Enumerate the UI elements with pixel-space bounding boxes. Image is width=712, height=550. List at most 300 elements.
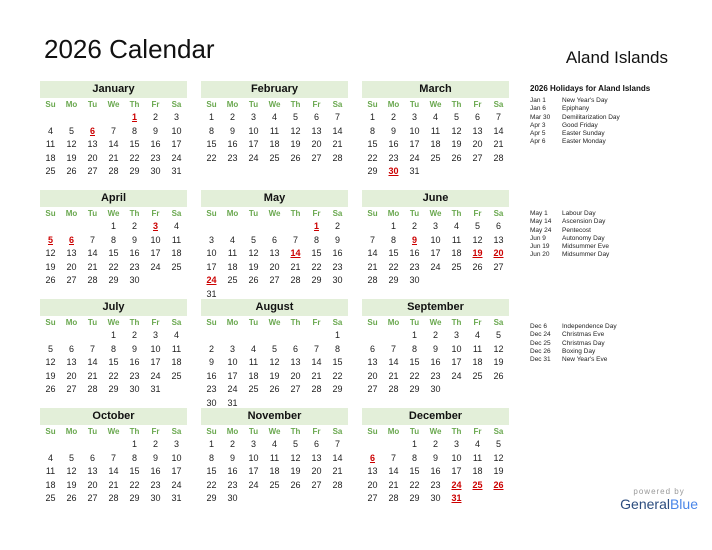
month-may: [201, 190, 348, 301]
day-cell: 22: [129, 152, 140, 163]
day-cell: 12: [45, 248, 56, 258]
day-cell: 3: [432, 221, 438, 231]
day-cell: 20: [290, 370, 301, 381]
day-cell: 3: [250, 112, 256, 122]
day-cell: 10: [430, 234, 441, 245]
day-cell: 9: [152, 452, 158, 463]
month-march: [362, 81, 509, 179]
day-cell: 22: [409, 479, 420, 490]
day-cell: 8: [110, 343, 116, 354]
holiday-name: New Year's Day: [562, 97, 608, 104]
day-cell: 31: [409, 166, 420, 176]
day-cell: 7: [369, 234, 375, 245]
empty-cell: [285, 329, 306, 343]
day-cell: 13: [87, 139, 98, 149]
weekday-label: Sa: [493, 318, 504, 327]
day-cell: 21: [388, 370, 399, 381]
day-cell: 7: [390, 343, 396, 354]
weekday-label: Sa: [332, 100, 343, 109]
day-cell: 29: [129, 166, 140, 176]
day-cell: 3: [173, 439, 179, 449]
weekday-label: Fr: [312, 427, 321, 436]
weekday-label: Su: [367, 100, 378, 109]
holiday-day-cell: 25: [472, 479, 483, 490]
weekday-label: We: [107, 318, 120, 327]
day-cell: 17: [430, 248, 441, 258]
day-cell: 2: [229, 439, 235, 449]
weekday-label: Fr: [151, 100, 160, 109]
day-cell: 19: [269, 370, 280, 381]
day-cell: 20: [367, 370, 378, 381]
holiday-row: [530, 97, 700, 105]
day-cell: 11: [451, 234, 462, 245]
day-cell: 4: [173, 221, 179, 231]
holiday-day-cell: 3: [152, 221, 158, 231]
day-cell: 24: [171, 479, 182, 490]
holiday-day-cell: 14: [290, 248, 301, 258]
day-cell: 27: [367, 493, 378, 503]
day-cell: 11: [472, 343, 483, 354]
day-cell: 18: [45, 152, 56, 163]
day-cell: 8: [411, 452, 417, 463]
day-cell: 18: [269, 466, 280, 476]
day-cell: 12: [493, 452, 504, 463]
weekday-label: Th: [129, 318, 140, 327]
day-cell: 26: [66, 493, 77, 503]
weekday-label: Mo: [226, 318, 239, 327]
day-cell: 12: [290, 452, 301, 463]
empty-cell: [383, 438, 404, 452]
month-grid: [201, 207, 348, 301]
empty-cell: [362, 329, 383, 343]
month-grid: [40, 316, 187, 397]
day-cell: 26: [45, 384, 56, 394]
holiday-name: Epiphany: [562, 105, 590, 113]
holiday-date: Jan 1: [530, 97, 546, 104]
weekday-label: Fr: [312, 318, 321, 327]
day-cell: 18: [472, 466, 483, 476]
day-cell: 15: [409, 466, 420, 476]
day-cell: 18: [472, 357, 483, 367]
day-cell: 29: [311, 275, 322, 285]
day-cell: 4: [453, 221, 459, 231]
day-cell: 17: [248, 139, 259, 149]
day-cell: 19: [451, 139, 462, 149]
day-cell: 22: [367, 152, 378, 163]
day-cell: 7: [334, 112, 340, 122]
day-cell: 22: [206, 152, 217, 163]
day-cell: 5: [250, 234, 256, 245]
empty-cell: [40, 329, 61, 343]
month-august: [201, 299, 348, 410]
day-cell: 14: [367, 248, 378, 258]
day-cell: 1: [390, 221, 396, 231]
day-cell: 24: [409, 152, 420, 163]
month-grid: [201, 316, 348, 410]
weekday-label: Su: [45, 427, 56, 436]
day-cell: 8: [131, 125, 137, 136]
holiday-name: Easter Sunday: [562, 130, 605, 138]
day-cell: 15: [367, 139, 378, 149]
day-cell: 25: [171, 370, 182, 381]
day-cell: 7: [390, 452, 396, 463]
holiday-date: Mar 30: [530, 113, 551, 121]
empty-cell: [82, 329, 103, 343]
day-cell: 4: [474, 330, 480, 340]
day-cell: 19: [45, 261, 56, 272]
day-cell: 5: [292, 112, 298, 122]
holiday-group: [530, 84, 700, 147]
weekday-label: Sa: [332, 318, 343, 327]
day-cell: 1: [131, 439, 137, 449]
day-cell: 16: [227, 139, 238, 149]
day-cell: 14: [108, 466, 119, 476]
month-april: [40, 190, 187, 288]
weekday-label: Sa: [171, 427, 182, 436]
holiday-day-cell: 31: [451, 493, 462, 503]
day-cell: 28: [332, 152, 343, 163]
month-september: [362, 299, 509, 397]
day-cell: 13: [269, 248, 280, 258]
day-cell: 17: [409, 139, 420, 149]
holiday-date: Jun 19: [530, 243, 550, 251]
weekday-label: Tu: [87, 209, 98, 218]
holiday-name: Christmas Eve: [562, 331, 605, 339]
day-cell: 16: [129, 248, 140, 258]
day-cell: 20: [269, 261, 280, 272]
holiday-name: New Year's Eve: [562, 356, 608, 364]
day-cell: 23: [206, 384, 217, 394]
day-cell: 10: [409, 125, 420, 136]
day-cell: 20: [87, 479, 98, 490]
weekday-label: We: [429, 100, 442, 109]
weekday-label: Th: [451, 318, 462, 327]
empty-cell: [306, 329, 327, 343]
day-cell: 10: [227, 357, 238, 367]
day-cell: 27: [472, 152, 483, 163]
month-october: [40, 408, 187, 506]
day-cell: 16: [430, 357, 441, 367]
day-cell: 6: [68, 343, 74, 354]
holiday-name: Boxing Day: [562, 347, 596, 355]
weekday-label: Sa: [171, 100, 182, 109]
day-cell: 6: [369, 343, 375, 354]
day-cell: 5: [474, 221, 480, 231]
day-cell: 12: [66, 466, 77, 476]
day-cell: 7: [89, 234, 95, 245]
day-cell: 30: [150, 493, 161, 503]
day-cell: 29: [332, 384, 343, 394]
day-cell: 1: [110, 330, 116, 340]
day-cell: 24: [451, 370, 462, 381]
day-cell: 8: [369, 125, 375, 136]
day-cell: 10: [248, 452, 259, 463]
day-cell: 1: [411, 439, 417, 449]
day-cell: 20: [66, 370, 77, 381]
holiday-date: Apr 3: [530, 121, 546, 129]
empty-cell: [243, 329, 264, 343]
day-cell: 17: [171, 139, 182, 149]
day-cell: 2: [208, 343, 214, 354]
day-cell: 29: [108, 384, 119, 394]
weekday-label: Su: [45, 209, 56, 218]
day-cell: 23: [227, 479, 238, 490]
day-cell: 13: [290, 357, 301, 367]
day-cell: 30: [409, 275, 420, 285]
day-cell: 10: [150, 343, 161, 354]
day-cell: 16: [150, 466, 161, 476]
day-cell: 27: [269, 275, 280, 285]
day-cell: 13: [367, 466, 378, 476]
weekday-label: Fr: [151, 427, 160, 436]
holiday-group: [530, 323, 700, 364]
day-cell: 29: [409, 493, 420, 503]
holiday-day-cell: 6: [369, 452, 375, 463]
day-cell: 21: [311, 370, 322, 381]
day-cell: 28: [332, 479, 343, 490]
holiday-name: Labour Day: [562, 210, 596, 217]
day-cell: 4: [271, 112, 277, 122]
day-cell: 24: [150, 370, 161, 381]
holiday-day-cell: 26: [493, 479, 504, 490]
holiday-date: May 14: [530, 218, 552, 226]
day-cell: 13: [493, 234, 504, 245]
weekday-label: Th: [290, 427, 301, 436]
day-cell: 30: [129, 384, 140, 394]
day-cell: 21: [108, 479, 119, 490]
holiday-date: May 1: [530, 210, 548, 217]
weekday-label: We: [107, 427, 120, 436]
day-cell: 28: [290, 275, 301, 285]
weekday-label: Mo: [65, 318, 78, 327]
day-cell: 10: [171, 125, 182, 136]
day-cell: 2: [131, 330, 137, 340]
empty-cell: [40, 111, 61, 125]
day-cell: 10: [451, 452, 462, 463]
day-cell: 22: [311, 261, 322, 272]
brand-name: GeneralBlue: [620, 496, 698, 512]
month-grid: [40, 98, 187, 179]
month-title: October: [40, 408, 187, 425]
day-cell: 23: [227, 152, 238, 163]
weekday-label: Mo: [226, 427, 239, 436]
holiday-name: Easter Monday: [562, 138, 606, 146]
day-cell: 3: [208, 234, 214, 245]
weekday-label: We: [268, 209, 281, 218]
weekday-label: Th: [451, 427, 462, 436]
day-cell: 24: [430, 261, 441, 272]
holiday-row: [530, 356, 700, 364]
day-cell: 20: [66, 261, 77, 272]
day-cell: 1: [208, 112, 214, 122]
day-cell: 17: [150, 248, 161, 258]
day-cell: 10: [451, 343, 462, 354]
day-cell: 12: [248, 248, 259, 258]
weekday-label: Su: [206, 100, 217, 109]
day-cell: 19: [493, 357, 504, 367]
holiday-date: Jun 20: [530, 251, 550, 259]
weekday-label: Sa: [171, 318, 182, 327]
month-grid: [201, 98, 348, 165]
day-cell: 26: [290, 479, 301, 490]
empty-cell: [40, 220, 61, 234]
weekday-label: Su: [206, 318, 217, 327]
day-cell: 23: [430, 479, 441, 490]
weekday-label: Mo: [226, 100, 239, 109]
holiday-row: [530, 210, 700, 218]
month-title: March: [362, 81, 509, 98]
holiday-name: Midsummer Day: [562, 251, 610, 259]
day-cell: 29: [129, 493, 140, 503]
day-cell: 30: [430, 384, 441, 394]
day-cell: 25: [472, 370, 483, 381]
weekday-label: Tu: [409, 318, 420, 327]
holiday-row: [530, 114, 700, 122]
weekday-label: Th: [290, 318, 301, 327]
empty-cell: [82, 111, 103, 125]
day-cell: 1: [411, 330, 417, 340]
weekday-label: Sa: [332, 209, 343, 218]
day-cell: 20: [311, 139, 322, 149]
empty-cell: [61, 111, 82, 125]
day-cell: 6: [89, 452, 95, 463]
day-cell: 17: [227, 370, 238, 381]
day-cell: 17: [451, 466, 462, 476]
empty-cell: [40, 438, 61, 452]
day-cell: 3: [152, 330, 158, 340]
holiday-name: Independence Day: [562, 323, 617, 330]
day-cell: 5: [495, 330, 501, 340]
month-january: [40, 81, 187, 179]
month-june: [362, 190, 509, 288]
weekday-label: Sa: [171, 209, 182, 218]
empty-cell: [61, 438, 82, 452]
day-cell: 9: [131, 343, 137, 354]
weekday-label: Tu: [248, 209, 259, 218]
holiday-row: [530, 138, 700, 146]
holiday-row: [530, 251, 700, 259]
day-cell: 7: [313, 343, 319, 354]
day-cell: 18: [269, 139, 280, 149]
weekday-label: Tu: [87, 427, 98, 436]
month-november: [201, 408, 348, 506]
day-cell: 30: [332, 275, 343, 285]
holiday-row: [530, 243, 700, 251]
empty-cell: [362, 438, 383, 452]
day-cell: 15: [409, 357, 420, 367]
holiday-day-cell: 30: [388, 166, 399, 176]
holiday-row: [530, 218, 700, 226]
holiday-day-cell: 20: [493, 248, 504, 258]
weekday-label: We: [107, 100, 120, 109]
day-cell: 26: [472, 261, 483, 272]
weekday-label: We: [268, 318, 281, 327]
day-cell: 4: [271, 439, 277, 449]
day-cell: 30: [129, 275, 140, 285]
day-cell: 14: [87, 248, 98, 258]
month-grid: [362, 425, 509, 506]
day-cell: 13: [66, 357, 77, 367]
weekday-label: Th: [290, 209, 301, 218]
day-cell: 29: [108, 275, 119, 285]
day-cell: 9: [229, 452, 235, 463]
day-cell: 2: [411, 221, 417, 231]
day-cell: 18: [171, 357, 182, 367]
weekday-label: We: [429, 427, 442, 436]
weekday-label: Tu: [87, 100, 98, 109]
holiday-name: Pentecost: [562, 226, 591, 234]
holiday-row: [530, 348, 700, 356]
brand-logo[interactable]: [620, 487, 698, 512]
weekday-label: Fr: [151, 209, 160, 218]
day-cell: 9: [390, 125, 396, 136]
holiday-day-cell: 1: [131, 112, 137, 122]
month-december: [362, 408, 509, 506]
day-cell: 3: [411, 112, 417, 122]
day-cell: 3: [453, 439, 459, 449]
month-july: [40, 299, 187, 397]
empty-cell: [82, 438, 103, 452]
holiday-day-cell: 5: [47, 234, 53, 245]
holiday-name: Good Friday: [562, 121, 598, 129]
weekday-label: Mo: [65, 209, 78, 218]
month-grid: [362, 207, 509, 288]
day-cell: 3: [173, 112, 179, 122]
day-cell: 5: [453, 112, 459, 122]
day-cell: 7: [110, 452, 116, 463]
month-february: [201, 81, 348, 165]
day-cell: 27: [87, 493, 98, 503]
day-cell: 22: [332, 370, 343, 381]
day-cell: 25: [45, 493, 56, 503]
day-cell: 19: [66, 479, 77, 490]
weekday-label: Mo: [65, 427, 78, 436]
day-cell: 14: [108, 139, 119, 149]
day-cell: 27: [66, 384, 77, 394]
month-grid: [40, 207, 187, 288]
empty-cell: [201, 220, 222, 234]
day-cell: 16: [409, 248, 420, 258]
day-cell: 5: [495, 439, 501, 449]
day-cell: 22: [388, 261, 399, 272]
weekday-label: Mo: [387, 209, 400, 218]
day-cell: 7: [495, 112, 501, 122]
day-cell: 11: [45, 466, 56, 476]
day-cell: 22: [206, 479, 217, 490]
day-cell: 21: [290, 261, 301, 272]
day-cell: 9: [432, 343, 438, 354]
day-cell: 4: [432, 112, 438, 122]
day-cell: 13: [311, 452, 322, 463]
day-cell: 2: [432, 439, 438, 449]
day-cell: 25: [171, 261, 182, 272]
day-cell: 6: [474, 112, 480, 122]
month-title: June: [362, 190, 509, 207]
empty-cell: [362, 220, 383, 234]
weekday-label: Sa: [493, 100, 504, 109]
day-cell: 11: [269, 125, 280, 136]
weekday-label: Mo: [226, 209, 239, 218]
month-title: November: [201, 408, 348, 425]
day-cell: 18: [430, 139, 441, 149]
holiday-day-cell: 9: [411, 234, 417, 245]
day-cell: 4: [250, 343, 256, 354]
day-cell: 9: [152, 125, 158, 136]
holidays-title: 2026 Holidays for Aland Islands: [530, 84, 651, 93]
day-cell: 2: [432, 330, 438, 340]
empty-cell: [61, 220, 82, 234]
day-cell: 3: [250, 439, 256, 449]
